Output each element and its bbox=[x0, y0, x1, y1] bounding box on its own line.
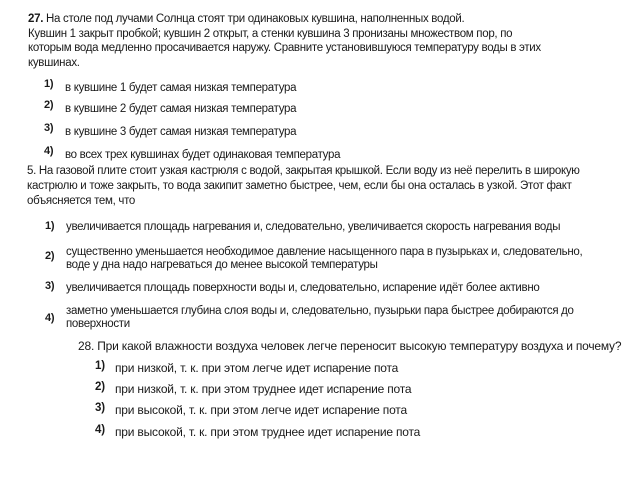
option-number: 4) bbox=[95, 424, 105, 436]
option-number: 1) bbox=[45, 220, 55, 232]
question-5-option-2[interactable] bbox=[45, 246, 600, 274]
option-text: при низкой, т. к. при этом легче идет испарение пота bbox=[115, 361, 399, 375]
option-number: 3) bbox=[44, 122, 54, 134]
option-number: 4) bbox=[45, 312, 55, 324]
option-text: при низкой, т. к. при этом труднее идет испарение пота bbox=[115, 382, 412, 396]
question-5-text bbox=[27, 164, 613, 209]
question-5-line-3: объясняется тем, что bbox=[27, 195, 136, 207]
question-5-option-3[interactable] bbox=[45, 280, 600, 294]
option-number: 1) bbox=[95, 360, 105, 372]
question-5-line-2: кастрюлю и тоже закрыть, то вода закипит заметно быстрее, чем, если бы она осталась в узкой. Этот факт bbox=[27, 180, 572, 192]
question-27-text bbox=[28, 12, 608, 70]
option-text: в кувшине 1 будет самая низкая температура bbox=[65, 82, 297, 94]
option-text: существенно уменьшается необходимое давление насыщенного пара в пузырьках и, следовательно, воде у дна надо нагреваться до менее высокой температуры bbox=[66, 246, 583, 271]
question-5-line-1: 5. На газовой плите стоит узкая кастрюля с водой, закрытая крышкой. Если воду из неё перелить в широкую bbox=[27, 165, 580, 177]
option-number: 1) bbox=[44, 78, 54, 90]
question-28-heading: 28. При какой влажности воздуха человек легче переносит высокую температуру воздуха и почему? bbox=[78, 339, 622, 353]
option-text: во всех трех кувшинах будет одинаковая температура bbox=[65, 149, 341, 161]
option-text: при высокой, т. к. при этом труднее идет испарение пота bbox=[115, 425, 421, 439]
question-27-line-1: На столе под лучами Солнца стоят три одинаковых кувшина, наполненных водой. bbox=[46, 13, 465, 25]
option-number: 2) bbox=[95, 381, 105, 393]
question-27-line-2: Кувшин 1 закрыт пробкой; кувшин 2 открыт, а стенки кувшина 3 пронизаны множеством пор, по bbox=[28, 27, 513, 40]
question-27-line-4: кувшинах. bbox=[28, 56, 80, 69]
option-number: 2) bbox=[44, 99, 54, 111]
question-27-number: 27. bbox=[28, 13, 44, 25]
option-number: 3) bbox=[95, 402, 105, 414]
option-text: заметно уменьшается глубина слоя воды и, следовательно, пузырьки пара быстрее добираются до поверхности bbox=[66, 305, 574, 330]
option-text: в кувшине 3 будет самая низкая температура bbox=[65, 126, 297, 138]
option-number: 2) bbox=[45, 250, 55, 262]
option-text: при высокой, т. к. при этом легче идет испарение пота bbox=[115, 403, 407, 417]
option-number: 3) bbox=[45, 280, 55, 292]
option-text: в кувшине 2 будет самая низкая температура bbox=[65, 103, 297, 115]
question-5-option-4[interactable] bbox=[45, 305, 600, 333]
question-5-option-1[interactable] bbox=[45, 220, 600, 234]
question-27-line-3: которым вода медленно просачивается наружу. Сравните установившуюся температуру воды в этих bbox=[28, 42, 541, 54]
option-text: увеличивается площадь нагревания и, следовательно, увеличивается скорость нагревания воды bbox=[66, 221, 561, 233]
option-number: 4) bbox=[44, 145, 54, 157]
option-text: увеличивается площадь поверхности воды и, следовательно, испарение идёт более активно bbox=[66, 282, 540, 294]
